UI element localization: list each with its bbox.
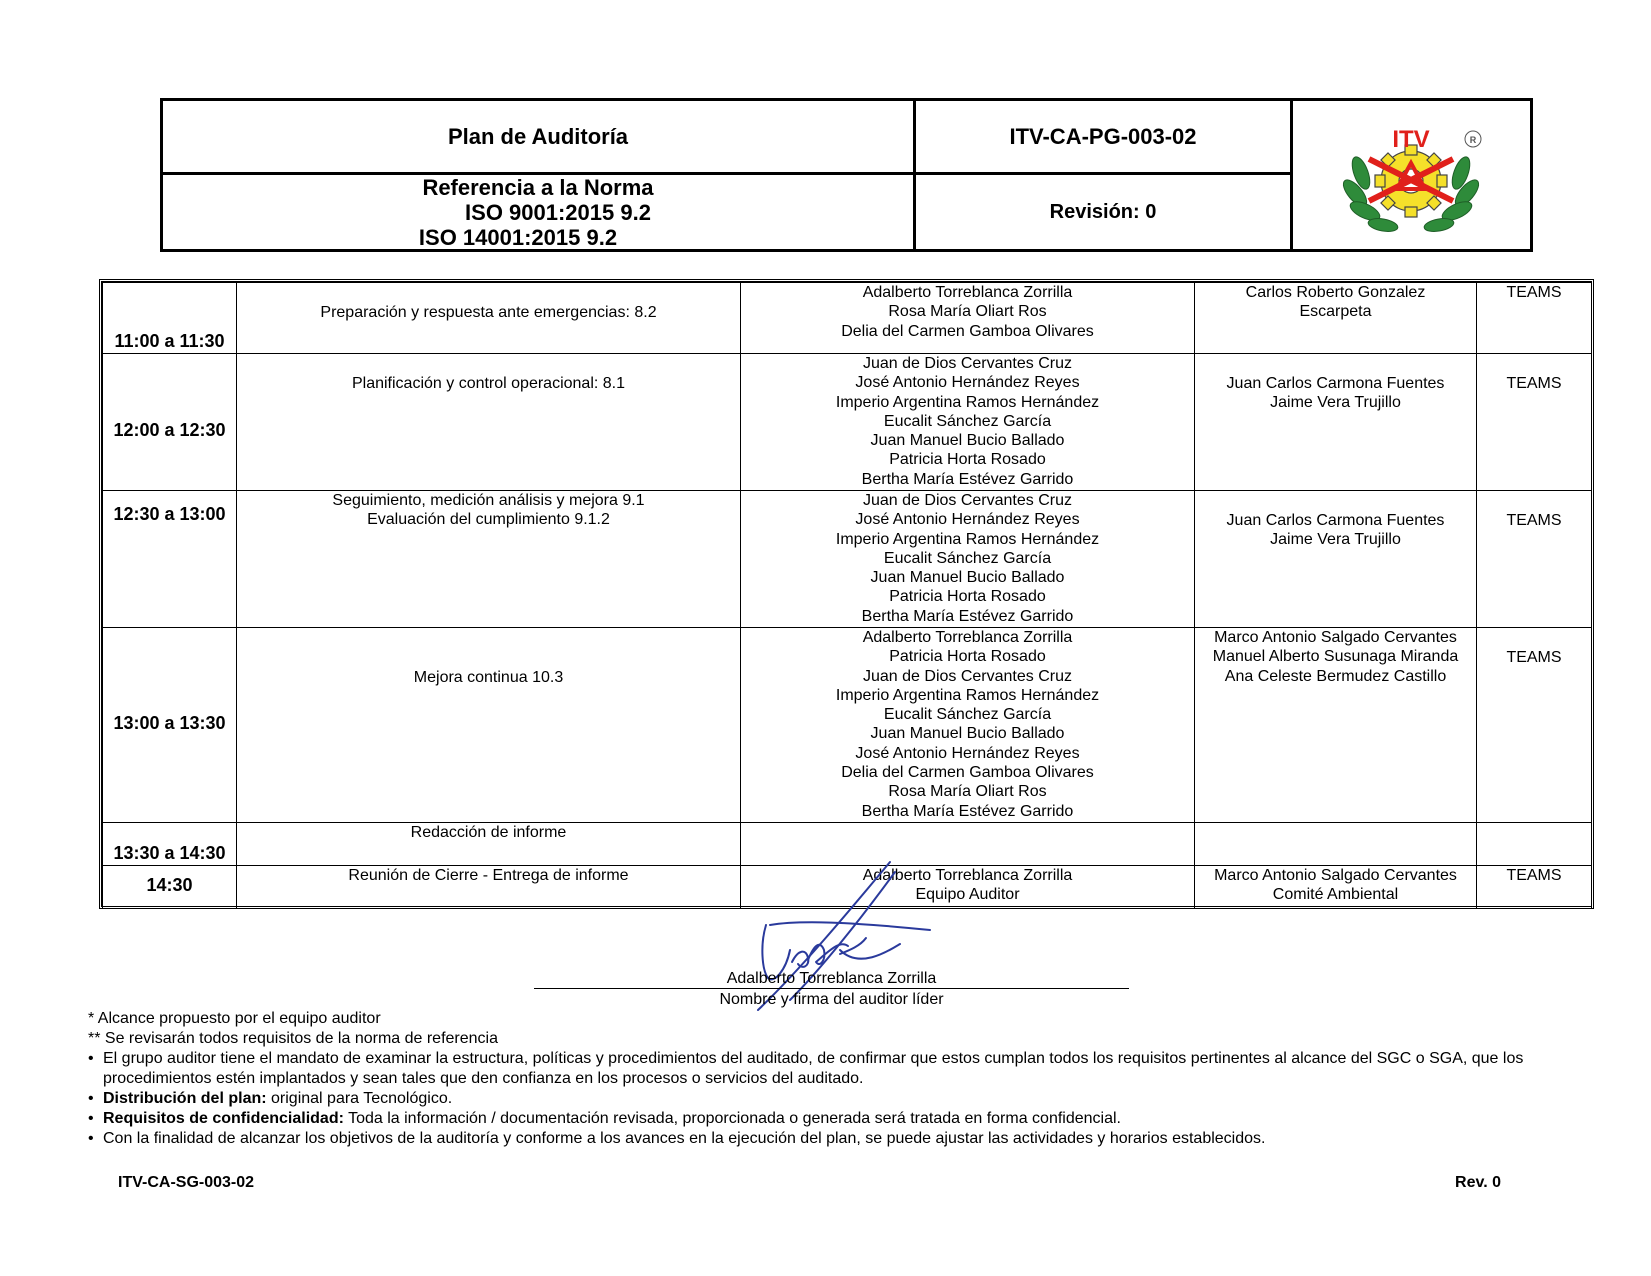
auditor-name: Rosa María Oliart Ros	[888, 303, 1047, 321]
auditor-name: Equipo Auditor	[915, 886, 1020, 904]
auditor-name: Imperio Argentina Ramos Hernández	[835, 530, 1100, 548]
auditees-cell	[1195, 866, 1477, 909]
auditor-name: Eucalit Sánchez García	[883, 549, 1052, 567]
norm-iso-9001: ISO 9001:2015 9.2	[465, 199, 651, 225]
audit-topic	[237, 283, 741, 354]
auditor-name: Juan de Dios Cervantes Cruz	[863, 355, 1072, 372]
auditor-name: Adalberto Torreblanca Zorrilla	[862, 629, 1073, 646]
revision-number: Revisión: 0	[916, 175, 1293, 249]
note-distribution	[88, 1089, 1578, 1109]
table-row	[103, 283, 1592, 354]
footer-document-code: ITV-CA-SG-003-02	[118, 1174, 255, 1191]
note-confidentiality-text: Toda la información / documentación revisada, proporcionada o generada será tratada en forma confidencial.	[343, 1110, 1121, 1127]
audit-topic	[237, 628, 741, 823]
auditor-name: Bertha María Estévez Garrido	[861, 470, 1074, 488]
table-row	[103, 628, 1592, 823]
auditee-name: Carlos Roberto Gonzalez	[1245, 284, 1426, 301]
auditee-name: Ana Celeste Bermudez Castillo	[1224, 667, 1447, 685]
notes-section	[88, 1009, 1578, 1149]
auditor-name: Bertha María Estévez Garrido	[861, 607, 1074, 625]
auditor-name: Rosa María Oliart Ros	[888, 783, 1047, 801]
topic-line: Mejora continua 10.3	[413, 669, 564, 686]
meeting-mode: TEAMS	[1477, 628, 1592, 823]
auditor-name: José Antonio Hernández Reyes	[855, 511, 1080, 529]
itv-logo-icon	[1293, 101, 1530, 249]
topic-line: Reunión de Cierre - Entrega de informe	[348, 867, 629, 884]
time-slot: 11:00 a 11:30	[103, 283, 237, 354]
audit-topic	[237, 491, 741, 628]
auditor-name: Patricia Horta Rosado	[889, 451, 1046, 469]
time-slot: 14:30	[103, 866, 237, 909]
audit-schedule-table	[99, 279, 1594, 909]
time-slot: 13:00 a 13:30	[103, 628, 237, 823]
note-confidentiality	[88, 1109, 1578, 1129]
auditee-name: Jaime Vera Trujillo	[1270, 531, 1401, 549]
note-adjustments: • Con la finalidad de alcanzar los objetivos de la auditoría y conforme a los avances en la ejecución del plan, se puede ajustar las actividades y horarios establecidos.	[88, 1129, 1578, 1149]
auditor-name: Patricia Horta Rosado	[889, 648, 1046, 666]
note-mandate: • El grupo auditor tiene el mandato de examinar la estructura, políticas y procedimientos del auditado, de confirmar que estos cumplan todos los requisitos pertinentes al alcance del SGC o SGA, que los procedimientos estén implantados y sean tales que den confianza en los procesos o servicios del auditado.	[88, 1049, 1578, 1089]
audit-topic	[237, 823, 741, 866]
auditors-cell	[741, 491, 1195, 628]
auditor-name: Adalberto Torreblanca Zorrilla	[862, 284, 1073, 301]
auditor-name: José Antonio Hernández Reyes	[855, 374, 1080, 392]
auditor-name: Juan Manuel Bucio Ballado	[870, 569, 1065, 587]
note-distribution-text: original para Tecnológico.	[266, 1090, 453, 1107]
auditor-name: José Antonio Hernández Reyes	[855, 744, 1080, 762]
auditors-cell	[741, 628, 1195, 823]
auditee-name: Manuel Alberto Susunaga Miranda	[1212, 648, 1459, 666]
lead-auditor-name: Adalberto Torreblanca Zorrilla	[726, 970, 937, 987]
auditor-name: Adalberto Torreblanca Zorrilla	[862, 867, 1073, 884]
meeting-mode	[1477, 823, 1592, 866]
audit-topic	[237, 354, 741, 491]
institution-logo	[1293, 101, 1530, 249]
auditee-name: Juan Carlos Carmona Fuentes	[1226, 375, 1445, 392]
auditees-cell	[1195, 491, 1477, 628]
auditor-name: Juan Manuel Bucio Ballado	[870, 432, 1065, 450]
auditee-name: Escarpeta	[1299, 303, 1372, 321]
document-header	[160, 98, 1533, 252]
auditee-name: Juan Carlos Carmona Fuentes	[1226, 512, 1445, 529]
svg-text:ITV: ITV	[1392, 126, 1430, 153]
norm-iso-14001: ISO 14001:2015 9.2	[418, 224, 618, 250]
document-code: ITV-CA-PG-003-02	[916, 101, 1293, 175]
auditor-name: Patricia Horta Rosado	[889, 588, 1046, 606]
note-confidentiality-label: Requisitos de confidencialidad:	[103, 1110, 344, 1127]
norm-reference-label: Referencia a la Norma	[422, 174, 654, 200]
note-distribution-label: Distribución del plan:	[103, 1090, 267, 1107]
signature-caption: Nombre y firma del auditor líder	[719, 991, 944, 1008]
auditees-cell	[1195, 823, 1477, 866]
auditors-cell	[741, 354, 1195, 491]
topic-line: Planificación y control operacional: 8.1	[351, 375, 626, 392]
time-slot: 12:30 a 13:00	[103, 491, 237, 628]
note-scope: * Alcance propuesto por el equipo auditor	[88, 1010, 381, 1027]
meeting-mode: TEAMS	[1477, 283, 1592, 354]
auditor-name: Delia del Carmen Gamboa Olivares	[841, 322, 1094, 340]
topic-line: Evaluación del cumplimiento 9.1.2	[367, 511, 610, 529]
meeting-mode: TEAMS	[1477, 354, 1592, 491]
signature-line	[534, 988, 1129, 989]
document-title: Plan de Auditoría	[163, 101, 916, 175]
audit-topic	[237, 866, 741, 909]
note-requirements: ** Se revisarán todos requisitos de la norma de referencia	[88, 1030, 498, 1047]
topic-line: Preparación y respuesta ante emergencias: 8.2	[320, 304, 657, 321]
footer-revision: Rev. 0	[1455, 1174, 1501, 1191]
auditor-name: Delia del Carmen Gamboa Olivares	[841, 764, 1094, 782]
meeting-mode: TEAMS	[1477, 491, 1592, 628]
svg-text:R: R	[1469, 135, 1477, 145]
auditor-name: Imperio Argentina Ramos Hernández	[835, 686, 1100, 704]
auditor-name: Eucalit Sánchez García	[883, 706, 1052, 724]
auditor-name: Juan de Dios Cervantes Cruz	[863, 667, 1072, 685]
auditee-name: Jaime Vera Trujillo	[1270, 394, 1401, 412]
auditees-cell	[1195, 628, 1477, 823]
auditees-cell	[1195, 354, 1477, 491]
auditee-name: Comité Ambiental	[1272, 886, 1399, 904]
auditor-name: Bertha María Estévez Garrido	[861, 802, 1074, 820]
auditor-name: Imperio Argentina Ramos Hernández	[835, 393, 1100, 411]
meeting-mode: TEAMS	[1477, 866, 1592, 909]
auditee-name: Marco Antonio Salgado Cervantes	[1214, 867, 1457, 884]
table-row	[103, 354, 1592, 491]
table-row	[103, 491, 1592, 628]
time-slot: 13:30 a 14:30	[103, 823, 237, 866]
norm-reference	[163, 175, 916, 249]
auditor-name: Juan Manuel Bucio Ballado	[870, 725, 1065, 743]
topic-line: Seguimiento, medición análisis y mejora 9.1	[332, 492, 645, 509]
auditees-cell	[1195, 283, 1477, 354]
auditor-name: Eucalit Sánchez García	[883, 412, 1052, 430]
auditee-name: Marco Antonio Salgado Cervantes	[1214, 629, 1457, 646]
time-slot: 12:00 a 12:30	[103, 354, 237, 491]
auditor-name: Juan de Dios Cervantes Cruz	[863, 492, 1072, 509]
topic-line: Redacción de informe	[410, 824, 567, 841]
auditors-cell	[741, 283, 1195, 354]
